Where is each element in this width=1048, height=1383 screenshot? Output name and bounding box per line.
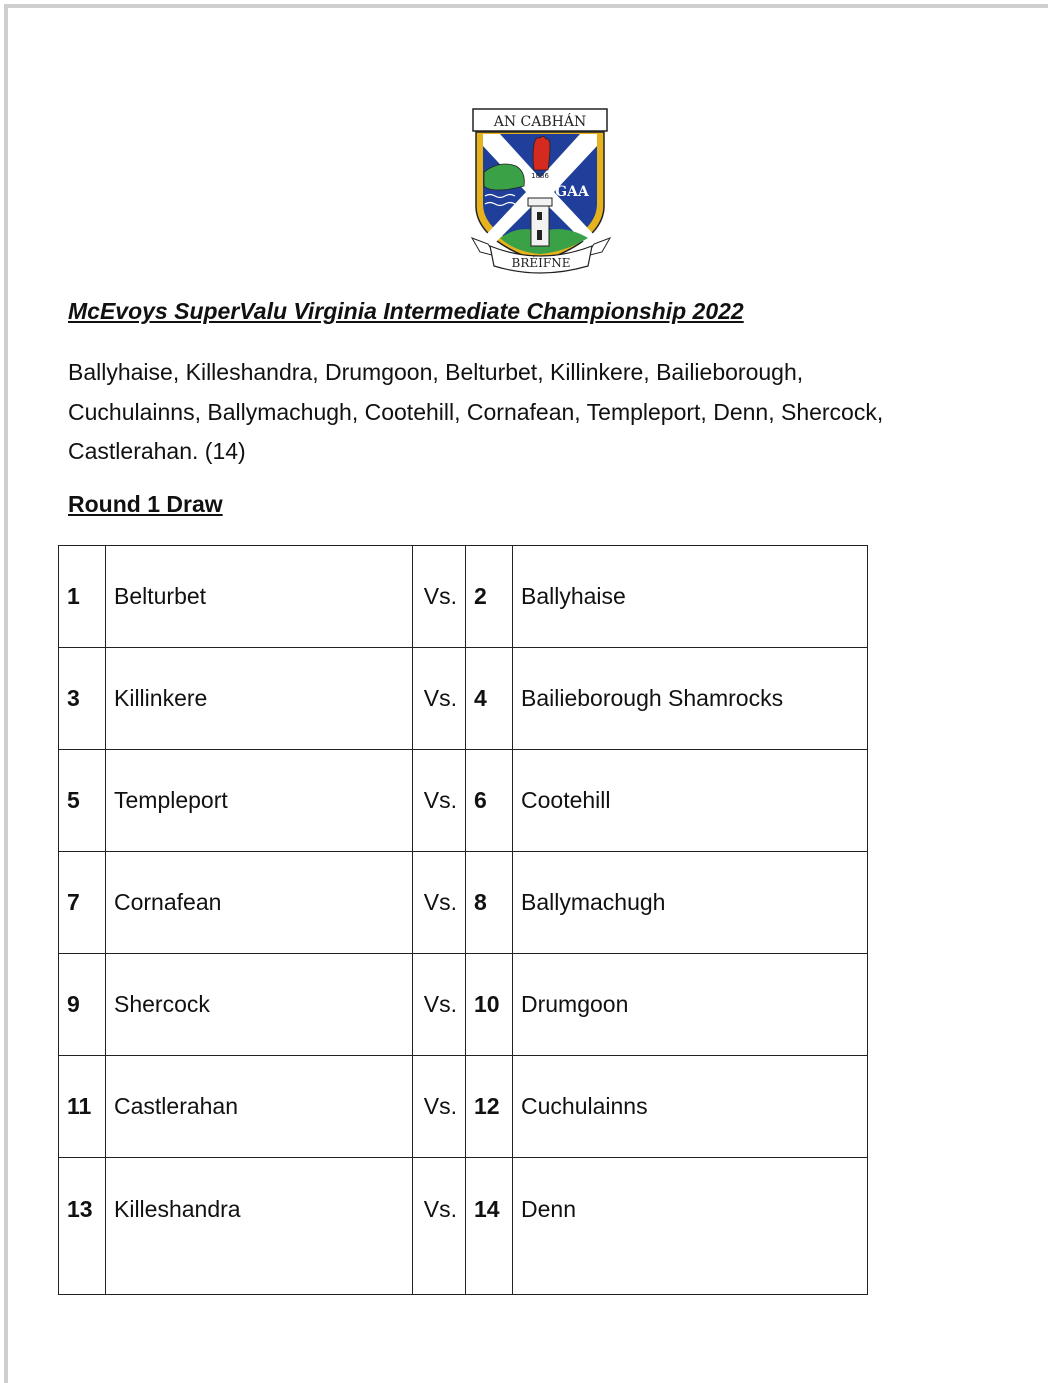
away-team-name: Drumgoon <box>513 954 868 1056</box>
cavan-gaa-crest-logo <box>470 106 612 274</box>
home-team-name: Belturbet <box>106 546 413 648</box>
versus-label: Vs. <box>413 648 466 750</box>
home-team-name: Templeport <box>106 750 413 852</box>
fixture-row <box>59 546 868 648</box>
draw-table <box>58 545 868 1295</box>
away-team-number: 12 <box>466 1056 513 1158</box>
fixture-row <box>59 1158 868 1295</box>
clubs-line-3: Castlerahan. (14) <box>68 438 246 464</box>
home-team-name: Killinkere <box>106 648 413 750</box>
away-team-number: 8 <box>466 852 513 954</box>
home-team-number: 5 <box>59 750 106 852</box>
championship-title: McEvoys SuperValu Virginia Intermediate Championship 2022 <box>68 298 744 324</box>
versus-label: Vs. <box>413 1056 466 1158</box>
home-team-number: 7 <box>59 852 106 954</box>
away-team-number: 6 <box>466 750 513 852</box>
fixture-row <box>59 1056 868 1158</box>
versus-label: Vs. <box>413 852 466 954</box>
home-team-number: 1 <box>59 546 106 648</box>
away-team-number: 14 <box>466 1158 513 1295</box>
clubs-line-1: Ballyhaise, Killeshandra, Drumgoon, Belturbet, Killinkere, Bailieborough, <box>68 359 804 385</box>
fixture-row <box>59 750 868 852</box>
crest-gaa-text: GAA <box>555 184 589 200</box>
clubs-line-2: Cuchulainns, Ballymachugh, Cootehill, Cornafean, Templeport, Denn, Shercock, <box>68 398 884 425</box>
away-team-number: 2 <box>466 546 513 648</box>
away-team-name: Cootehill <box>513 750 868 852</box>
home-team-name: Castlerahan <box>106 1056 413 1158</box>
participating-clubs <box>68 353 988 472</box>
fixture-row <box>59 954 868 1056</box>
fixture-row <box>59 648 868 750</box>
versus-label: Vs. <box>413 546 466 648</box>
home-team-name: Cornafean <box>106 852 413 954</box>
home-team-number: 9 <box>59 954 106 1056</box>
round-title: Round 1 Draw <box>68 491 223 517</box>
home-team-number: 13 <box>59 1158 106 1295</box>
versus-label: Vs. <box>413 954 466 1056</box>
crest-top-text: AN CABHÁN <box>493 114 587 130</box>
home-team-number: 3 <box>59 648 106 750</box>
away-team-name: Ballyhaise <box>513 546 868 648</box>
versus-label: Vs. <box>413 750 466 852</box>
crest-year: 1886 <box>531 172 549 180</box>
versus-label: Vs. <box>413 1158 466 1295</box>
home-team-number: 11 <box>59 1056 106 1158</box>
crest-bottom-text: BRÉIFNE <box>511 256 571 270</box>
away-team-name: Bailieborough Shamrocks <box>513 648 868 750</box>
away-team-number: 10 <box>466 954 513 1056</box>
home-team-name: Shercock <box>106 954 413 1056</box>
away-team-number: 4 <box>466 648 513 750</box>
away-team-name: Cuchulainns <box>513 1056 868 1158</box>
home-team-name: Killeshandra <box>106 1158 413 1295</box>
away-team-name: Ballymachugh <box>513 852 868 954</box>
fixture-row <box>59 852 868 954</box>
away-team-name: Denn <box>513 1158 868 1295</box>
